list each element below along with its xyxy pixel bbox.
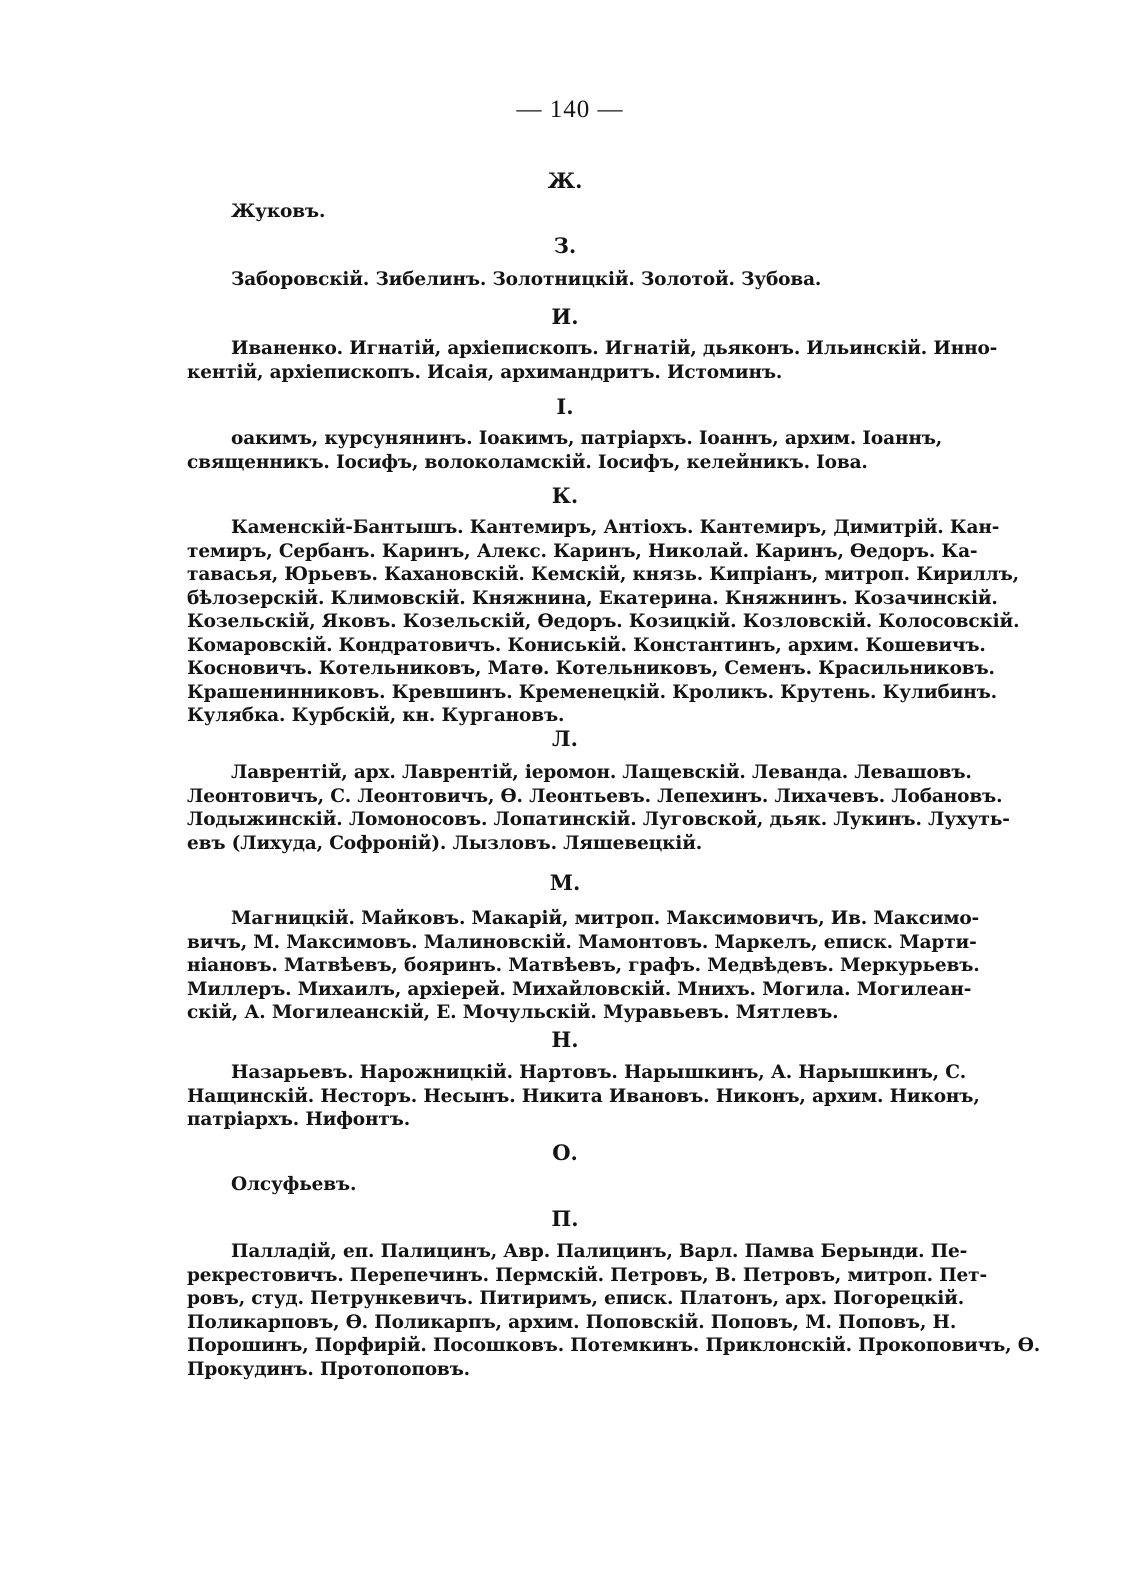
- text-line: Леонтовичъ, С. Леонтовичъ, Ѳ. Леонтьевъ. Лепехинъ. Лихачевъ. Лобановъ.: [187, 785, 1003, 807]
- section-letter: И.: [551, 304, 579, 329]
- section-letter: К.: [551, 483, 579, 508]
- text-line: Жуковъ.: [231, 201, 326, 222]
- section-letter: М.: [549, 870, 581, 895]
- text-line: Иваненко. Игнатій, архіепископъ. Игнатій, дьяконъ. Ильинскій. Инно-: [231, 338, 998, 359]
- text-line: патріархъ. Нифонтъ.: [187, 1109, 410, 1130]
- section-letter: О.: [552, 1140, 578, 1165]
- section-paragraph: [187, 337, 998, 384]
- text-line: Каменскій-Бантышъ. Кантемиръ, Антіохъ. Кантемиръ, Димитрій. Кан-: [231, 517, 1000, 538]
- section-paragraph: [187, 200, 937, 224]
- section-paragraph: [187, 1061, 980, 1132]
- section-paragraph: [187, 1173, 937, 1197]
- text-line: Лаврентій, арх. Лаврентій, іеромон. Лащевскій. Леванда. Левашовъ.: [231, 762, 972, 783]
- text-line: рекрестовичъ. Перепечинъ. Пермскій. Петровъ, В. Петровъ, митроп. Пет-: [187, 1264, 987, 1286]
- text-line: евъ (Лихуда, Софроній). Лызловъ. Ляшевецкій.: [187, 832, 703, 854]
- section-letter: Л.: [552, 726, 578, 751]
- text-line: тавасья, Юрьевъ. Кахановскій. Кемскій, князь. Кипріанъ, митроп. Кириллъ,: [187, 564, 1019, 585]
- text-line: священникъ. Іосифъ, волоколамскій. Іосифъ, келейникъ. Іова.: [187, 451, 868, 473]
- text-line: Палладій, еп. Палицинъ, Авр. Палицинъ, Варл. Памва Берынди. Пе-: [231, 1241, 968, 1262]
- text-line: Порошинъ, Порфирій. Посошковъ. Потемкинъ. Приклонскій. Прокоповичъ, Ѳ.: [187, 1335, 1040, 1356]
- section-paragraph: [187, 427, 943, 474]
- text-line: Крашенинниковъ. Кревшинъ. Кременецкій. Кроликъ. Крутень. Кулибинъ.: [187, 681, 997, 703]
- text-line: Назарьевъ. Нарожницкій. Нартовъ. Нарышкинъ, А. Нарышкинъ, С.: [231, 1062, 967, 1083]
- text-line: Миллеръ. Михаилъ, архіерей. Михайловскій. Мнихъ. Могила. Могилеан-: [187, 978, 972, 1000]
- section-paragraph: [187, 1240, 1040, 1381]
- text-line: Прокудинъ. Протопоповъ.: [187, 1358, 470, 1380]
- text-line: Поликарповъ, Ѳ. Поликарпъ, архим. Поповскій. Поповъ, М. Поповъ, Н.: [187, 1311, 957, 1333]
- section-paragraph: [187, 268, 937, 292]
- section-letter: Ж.: [547, 168, 583, 193]
- page-number: — 140 —: [516, 96, 624, 123]
- section-letter: Н.: [551, 1027, 579, 1052]
- text-line: Заборовскій. Зибелинъ. Золотницкій. Золотой. Зубова.: [231, 269, 822, 290]
- text-line: Кулябка. Курбскій, кн. Кургановъ.: [187, 705, 565, 726]
- text-line: темиръ, Сербанъ. Каринъ, Алекс. Каринъ, Николай. Каринъ, Ѳедоръ. Ка-: [187, 540, 978, 562]
- text-line: Козельскій, Яковъ. Козельскій, Ѳедоръ. Козицкій. Козловскій. Колосовскій.: [187, 611, 1020, 632]
- text-line: скій, А. Могилеанскій, Е. Мочульскій. Муравьевъ. Мятлевъ.: [187, 1002, 839, 1023]
- section-paragraph: [187, 761, 1010, 855]
- text-line: вичъ, М. Максимовъ. Малиновскій. Мамонтовъ. Маркелъ, еписк. Марти-: [187, 931, 977, 953]
- text-line: ровъ, студ. Петрункевичъ. Питиримъ, еписк. Платонъ, арх. Погорецкій.: [187, 1288, 964, 1309]
- text-line: Комаровскій. Кондратовичъ. Кониській. Константинъ, архим. Кошевичъ.: [187, 634, 986, 656]
- text-line: кентій, архіепископъ. Исаія, архимандритъ. Истоминъ.: [187, 361, 783, 383]
- text-line: Магницкій. Майковъ. Макарій, митроп. Максимовичъ, Ив. Максимо-: [231, 908, 980, 929]
- section-letter: П.: [551, 1206, 579, 1231]
- text-line: Косновичъ. Котельниковъ, Матѳ. Котельниковъ, Семенъ. Красильниковъ.: [187, 658, 995, 679]
- text-line: ніановъ. Матвѣевъ, бояринъ. Матвѣевъ, графъ. Медвѣдевъ. Меркурьевъ.: [187, 955, 980, 976]
- text-line: оакимъ, курсунянинъ. Іоакимъ, патріархъ. Іоаннъ, архим. Іоаннъ,: [231, 428, 943, 449]
- text-line: бѣлозерскій. Климовскій. Княжнина, Екатерина. Княжнинъ. Козачинскій.: [187, 587, 998, 609]
- section-letter: I.: [556, 394, 574, 419]
- section-letter: З.: [553, 233, 577, 258]
- section-paragraph: [187, 907, 980, 1025]
- text-line: Олсуфьевъ.: [231, 1174, 357, 1195]
- text-line: Нащинскій. Несторъ. Несынъ. Никита Ивановъ. Никонъ, архим. Никонъ,: [187, 1085, 980, 1107]
- section-paragraph: [187, 516, 1020, 728]
- text-line: Лодыжинскій. Ломоносовъ. Лопатинскій. Луговской, дьяк. Лукинъ. Лухуть-: [187, 809, 1010, 830]
